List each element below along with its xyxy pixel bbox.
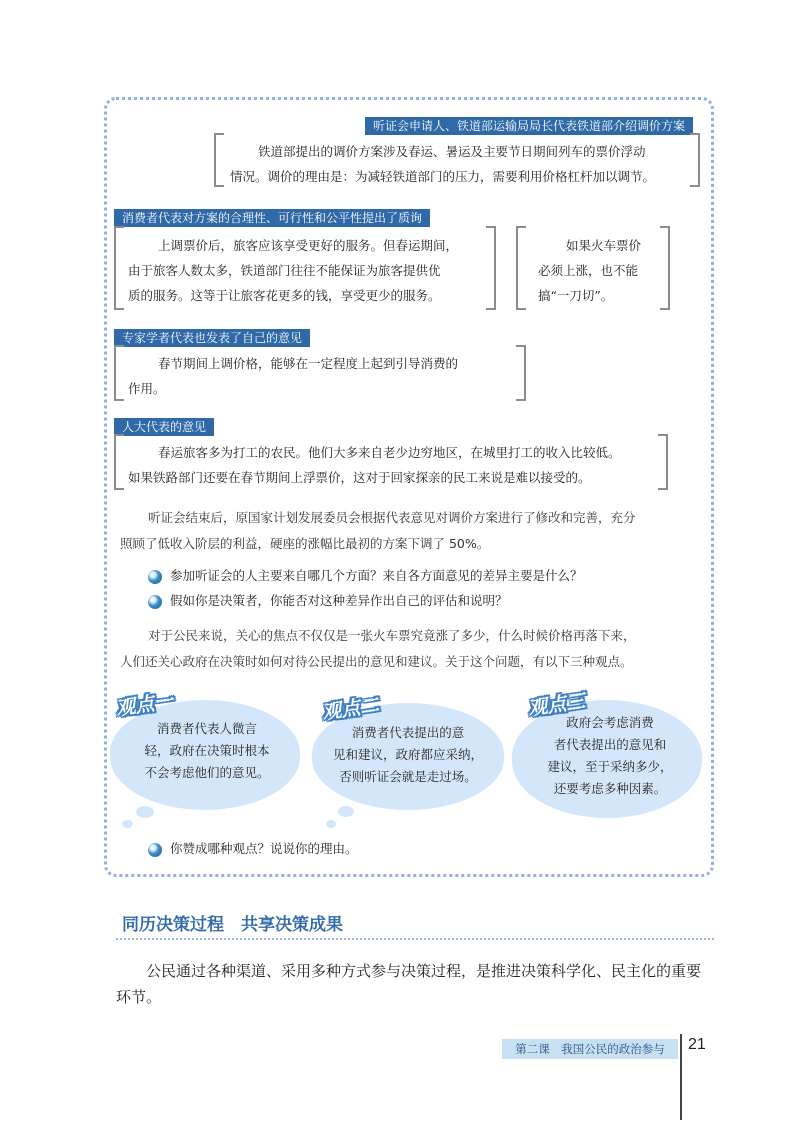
viewpoint-text [118,718,296,784]
question-text: 假如你是决策者，你能否对这种差异作出自己的评估和说明？ [170,593,508,608]
bracket-right [516,345,526,401]
bracket-right [660,226,670,310]
bracket-left [214,133,224,187]
header-npc: 人大代表的意见 [114,418,214,436]
bracket-left [114,226,124,310]
quote-line: 如果火车票价 [566,238,642,253]
footer-divider [680,1034,682,1120]
header-consumer: 消费者代表对方案的合理性、可行性和公平性提出了质询 [114,209,430,227]
question-bullet-icon [148,843,162,857]
quote-line: 铁道部提出的调价方案涉及春运、暑运及主要节日期间列车的票价浮动 [258,144,646,159]
section-divider [116,938,714,940]
viewpoint-line: 见和建议，政府都应采纳， [332,747,483,762]
header-applicant: 听证会申请人、铁道部运输局局长代表铁道部介绍调价方案 [365,117,693,135]
paragraph-line: 对于公民来说，关心的焦点不仅仅是一张火车票究竟涨了多少，什么时候价格再落下来， [148,628,636,643]
viewpoint-line: 不会考虑他们的意见。 [144,765,270,780]
cloud-puff [326,820,336,828]
question-bullet-icon [148,570,162,584]
viewpoint-text [524,712,696,800]
viewpoint-label: 观点三 [526,690,587,720]
question-bullet-icon [148,595,162,609]
bracket-right [690,133,700,187]
viewpoint-line: 消费者代表人微言 [156,721,257,736]
viewpoint-line: 者代表提出的意见和 [553,737,667,752]
question-text: 你赞成哪种观点？说说你的理由。 [170,841,358,856]
cloud-puff [136,806,154,818]
chapter-label: 第二课 我国公民的政治参与 [502,1039,678,1059]
viewpoint-line: 政府会考虑消费 [566,715,654,730]
paragraph-line: 照顾了低收入阶层的利益，硬座的涨幅比最初的方案下调了 50%。 [120,536,490,551]
bracket-right [658,434,668,490]
viewpoint-label: 观点二 [320,694,381,724]
viewpoint-line: 建议，至于采纳多少， [547,759,673,774]
bracket-left [114,345,124,401]
cloud-puff [122,820,133,828]
quote-line: 如果铁路部门还要在春节期间上浮票价，这对于回家探亲的民工来说是难以接受的。 [128,470,591,485]
page-number: 21 [688,1036,706,1053]
cloud-puff [338,806,354,817]
bracket-left [516,226,526,310]
viewpoint-line: 否则听证会就是走过场。 [339,769,477,784]
quote-line: 作用。 [128,381,166,396]
paragraph-line: 听证会结束后，原国家计划发展委员会根据代表意见对调价方案进行了修改和完善，充分 [148,510,636,525]
quote-line: 必须上涨，也不能 [538,263,639,278]
quote-line: 情况。调价的理由是：为减轻铁道部门的压力，需要利用价格杠杆加以调节。 [230,169,656,184]
body-line: 环节。 [116,988,162,1006]
quote-line: 由于旅客人数太多，铁道部门往往不能保证为旅客提供优 [128,263,441,278]
section-title: 同历决策过程 共享决策成果 [122,915,343,935]
viewpoint-line: 轻，政府在决策时根本 [144,743,270,758]
bracket-left [114,434,124,490]
bracket-right [486,226,496,310]
header-expert: 专家学者代表也发表了自己的意见 [114,329,310,347]
quote-line: 质的服务。这等于让旅客花更多的钱，享受更少的服务。 [128,288,441,303]
viewpoint-line: 消费者代表提出的意 [351,725,465,740]
quote-line: 上调票价后，旅客应该享受更好的服务。但春运期间， [158,238,459,253]
body-line: 公民通过各种渠道、采用多种方式参与决策过程，是推进决策科学化、民主化的重要 [146,962,702,980]
question-text: 参加听证会的人主要来自哪几个方面？来自各方面意见的差异主要是什么？ [170,568,583,583]
viewpoint-text [318,722,498,788]
viewpoint-line: 还要考虑多种因素。 [553,781,667,796]
quote-line: 搞“一刀切”。 [538,288,614,303]
quote-line: 春节期间上调价格，能够在一定程度上起到引导消费的 [158,356,459,371]
paragraph-line: 人们还关心政府在决策时如何对待公民提出的意见和建议。关于这个问题，有以下三种观点。 [120,654,633,669]
quote-line: 春运旅客多为打工的农民。他们大多来自老少边穷地区，在城里打工的收入比较低。 [158,445,621,460]
viewpoint-label: 观点一 [114,690,175,720]
